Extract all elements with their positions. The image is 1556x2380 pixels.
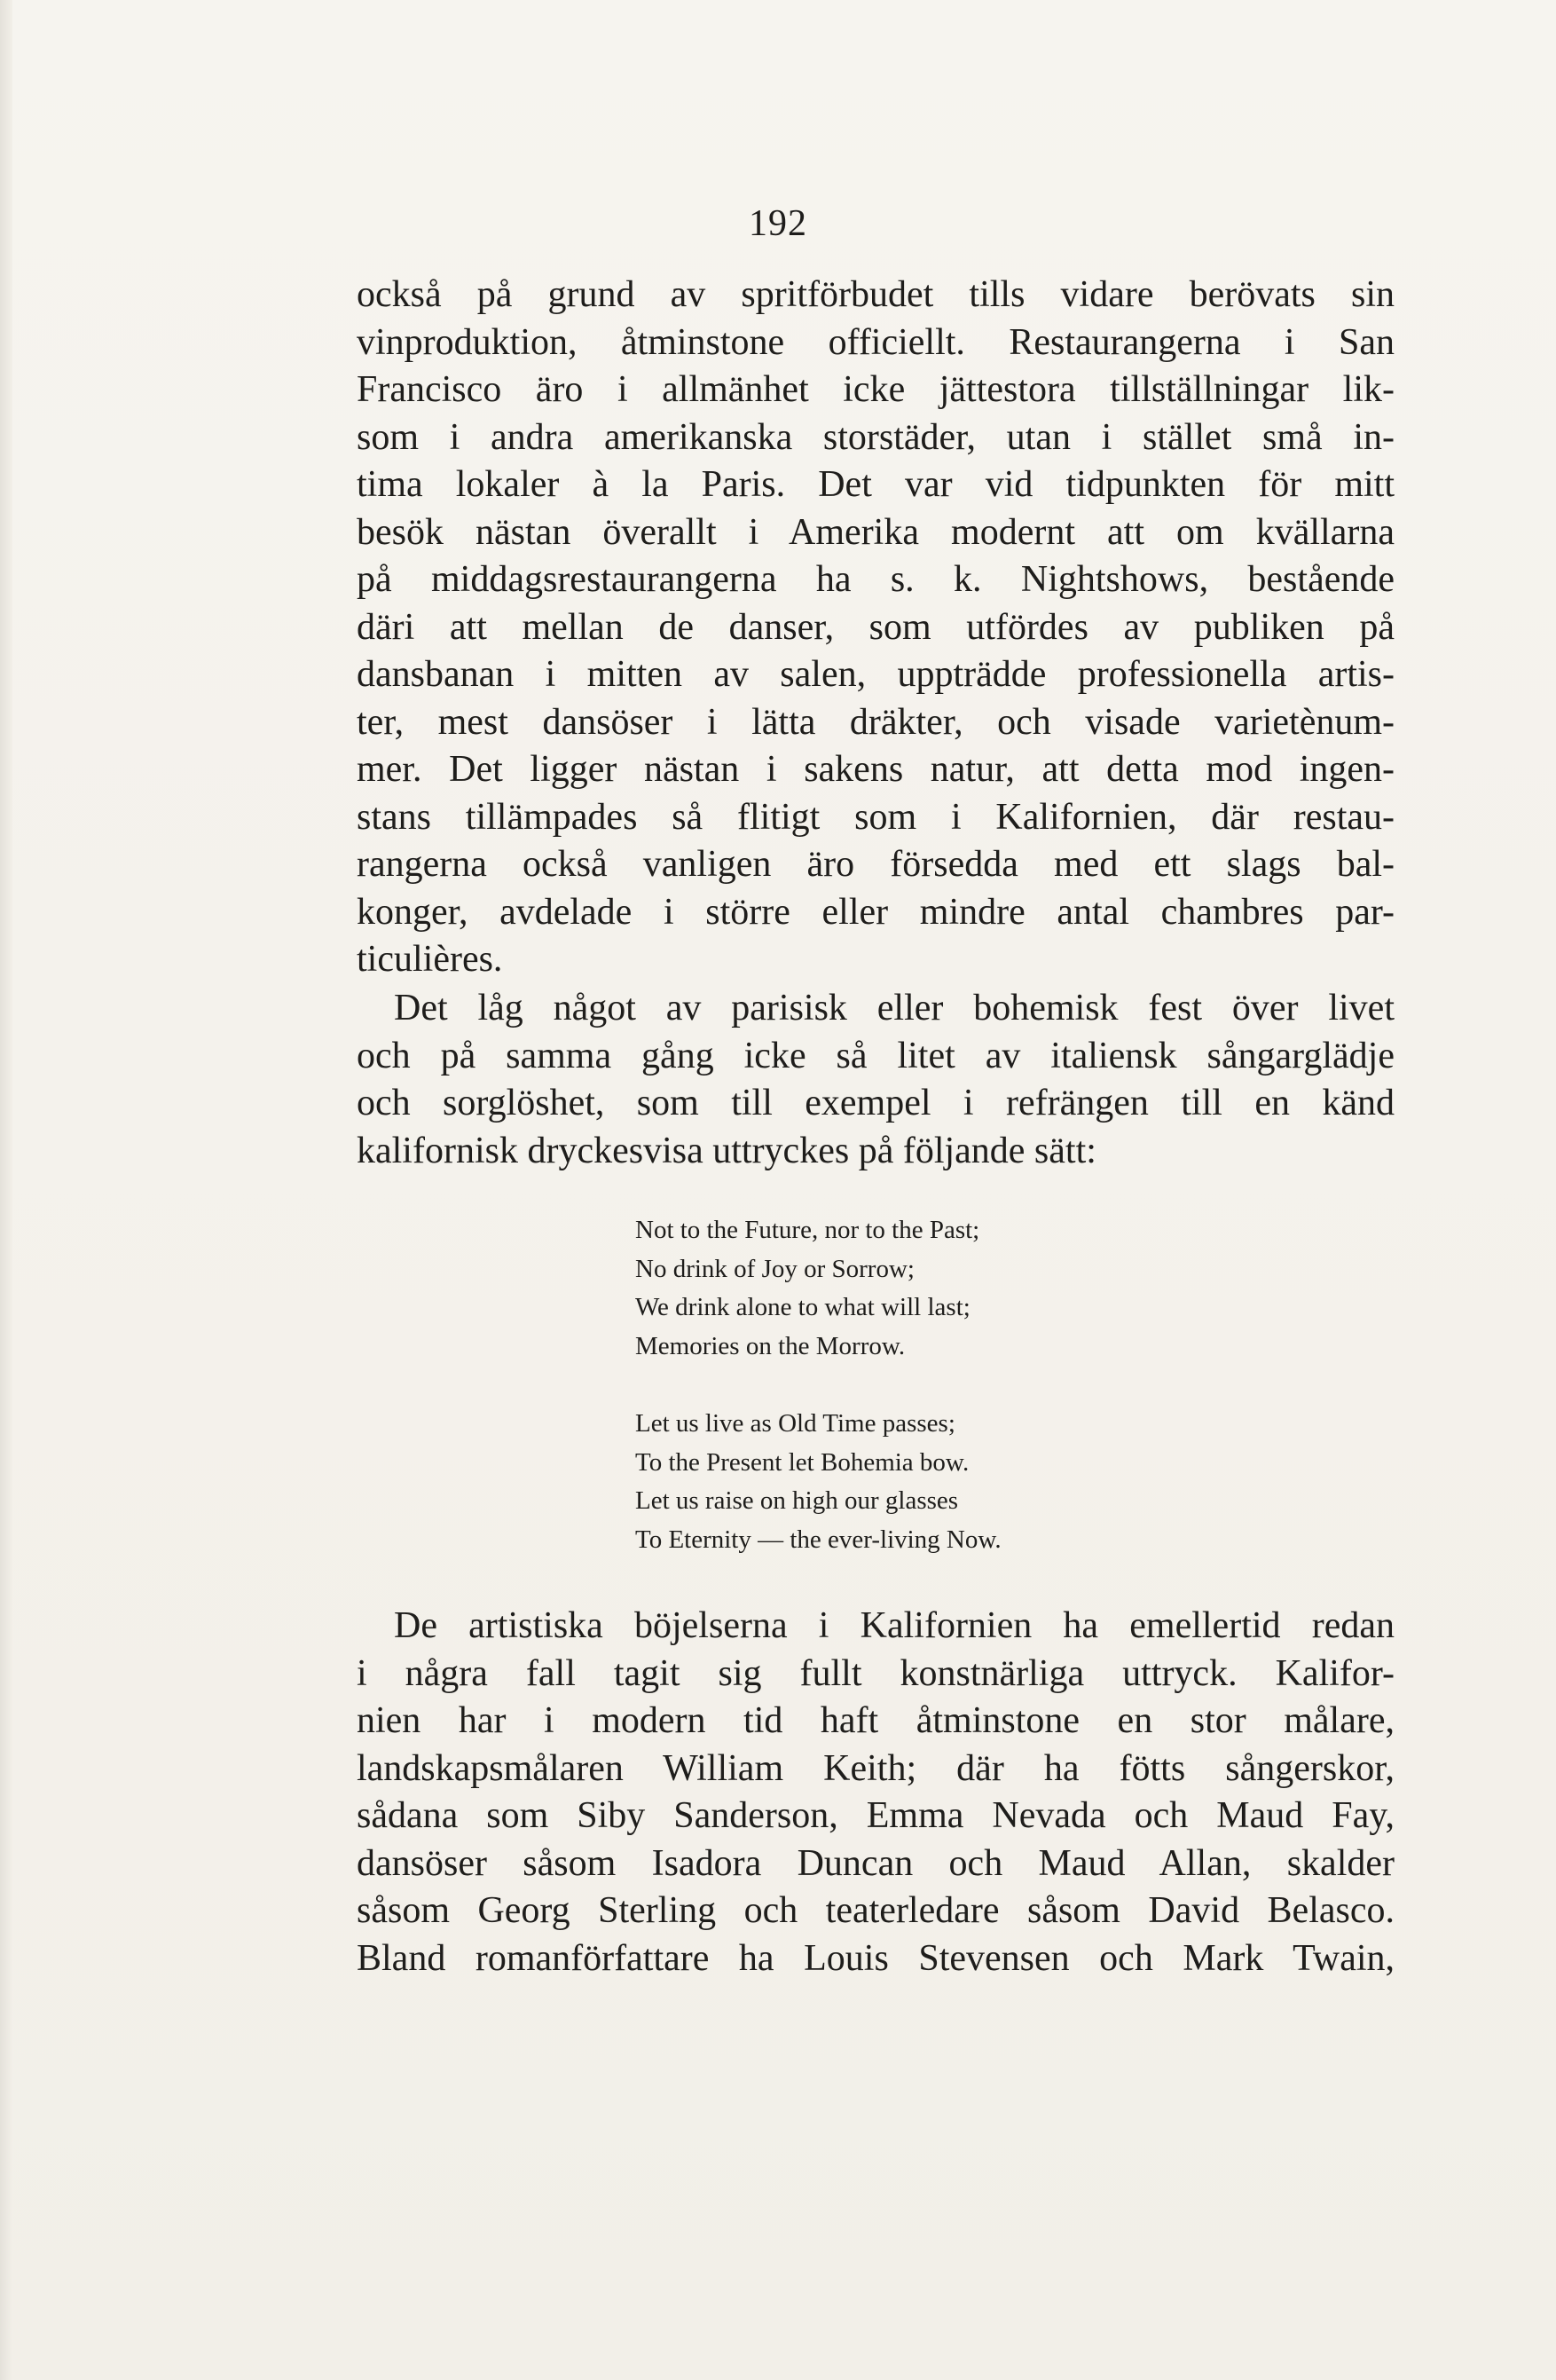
verse-line: We drink alone to what will last; bbox=[635, 1293, 971, 1321]
text-line: tima lokaler à la Paris. Det var vid tidpunkten för mitt bbox=[357, 464, 1395, 505]
stanza-gap bbox=[635, 1366, 1132, 1405]
verse-line: To Eternity — the ever-living Now. bbox=[635, 1525, 1002, 1554]
text-line: dansbanan i mitten av salen, uppträdde professionella artis- bbox=[357, 654, 1395, 695]
text-line: ticulières. bbox=[357, 939, 503, 980]
text-line: som i andra amerikanska storstäder, utan i stället små in- bbox=[357, 416, 1395, 458]
text-line: vinproduktion, åtminstone officiellt. Restaurangerna i San bbox=[357, 321, 1395, 363]
verse-line: To the Present let Bohemia bow. bbox=[635, 1447, 970, 1477]
text-line: stans tillämpades så flitigt som i Kalifornien, där restau- bbox=[357, 796, 1395, 838]
text-line: Det låg något av parisisk eller bohemisk fest över livet bbox=[394, 988, 1395, 1028]
text-line: såsom Georg Sterling och teaterledare såsom David Belasco. bbox=[357, 1890, 1395, 1931]
text-line: rangerna också vanligen äro försedda med ett slags bal- bbox=[357, 844, 1395, 885]
paragraph-2 bbox=[357, 985, 1395, 1175]
text-line: sådana som Siby Sanderson, Emma Nevada och Maud Fay, bbox=[357, 1795, 1395, 1836]
paragraph-1 bbox=[357, 272, 1395, 984]
text-line: dansöser såsom Isadora Duncan och Maud Allan, skalder bbox=[357, 1842, 1395, 1884]
text-line: och sorglöshet, som till exempel i refrängen till en känd bbox=[357, 1083, 1395, 1123]
page-number: 192 bbox=[749, 203, 807, 244]
text-line: ter, mest dansöser i lätta dräkter, och visade varietènum- bbox=[357, 701, 1395, 743]
text-line: De artistiska böjelserna i Kalifornien ha emellertid redan bbox=[394, 1605, 1395, 1646]
text-line: mer. Det ligger nästan i sakens natur, att detta mod ingen- bbox=[357, 749, 1395, 790]
text-line: Francisco äro i allmänhet icke jättestora tillställningar lik- bbox=[357, 369, 1395, 410]
text-line: landskapsmålaren William Keith; där ha fötts sångerskor, bbox=[357, 1747, 1395, 1789]
text-line: däri att mellan de danser, som utfördes av publiken på bbox=[357, 606, 1395, 648]
text-line: kalifornisk dryckesvisa uttryckes på följande sätt: bbox=[357, 1130, 1096, 1171]
page-edge bbox=[0, 0, 12, 2380]
drinking-song-verse bbox=[635, 1211, 1132, 1559]
text-line: konger, avdelade i större eller mindre antal chambres par- bbox=[357, 891, 1395, 933]
verse-line: Memories on the Morrow. bbox=[635, 1331, 906, 1360]
verse-line: Not to the Future, nor to the Past; bbox=[635, 1216, 980, 1244]
text-line: också på grund av spritförbudet tills vidare berövats sin bbox=[357, 274, 1395, 315]
text-line: Bland romanförfattare ha Louis Stevensen och Mark Twain, bbox=[357, 1937, 1395, 1979]
verse-line: Let us live as Old Time passes; bbox=[635, 1409, 955, 1438]
text-line: i några fall tagit sig fullt konstnärliga uttryck. Kalifor- bbox=[357, 1652, 1395, 1694]
verse-stanza-2 bbox=[635, 1405, 1132, 1559]
verse-line: Let us raise on high our glasses bbox=[635, 1486, 959, 1515]
text-line: och på samma gång icke så litet av italiensk sångarglädje bbox=[357, 1035, 1395, 1076]
text-line: besök nästan överallt i Amerika modernt att om kvällarna bbox=[357, 511, 1395, 553]
paragraph-3 bbox=[357, 1603, 1395, 1982]
text-line: nien har i modern tid haft åtminstone en stor målare, bbox=[357, 1700, 1395, 1741]
text-line: på middagsrestaurangerna ha s. k. Nightshows, bestående bbox=[357, 559, 1395, 600]
verse-stanza-1 bbox=[635, 1211, 1132, 1366]
verse-line: No drink of Joy or Sorrow; bbox=[635, 1254, 915, 1283]
